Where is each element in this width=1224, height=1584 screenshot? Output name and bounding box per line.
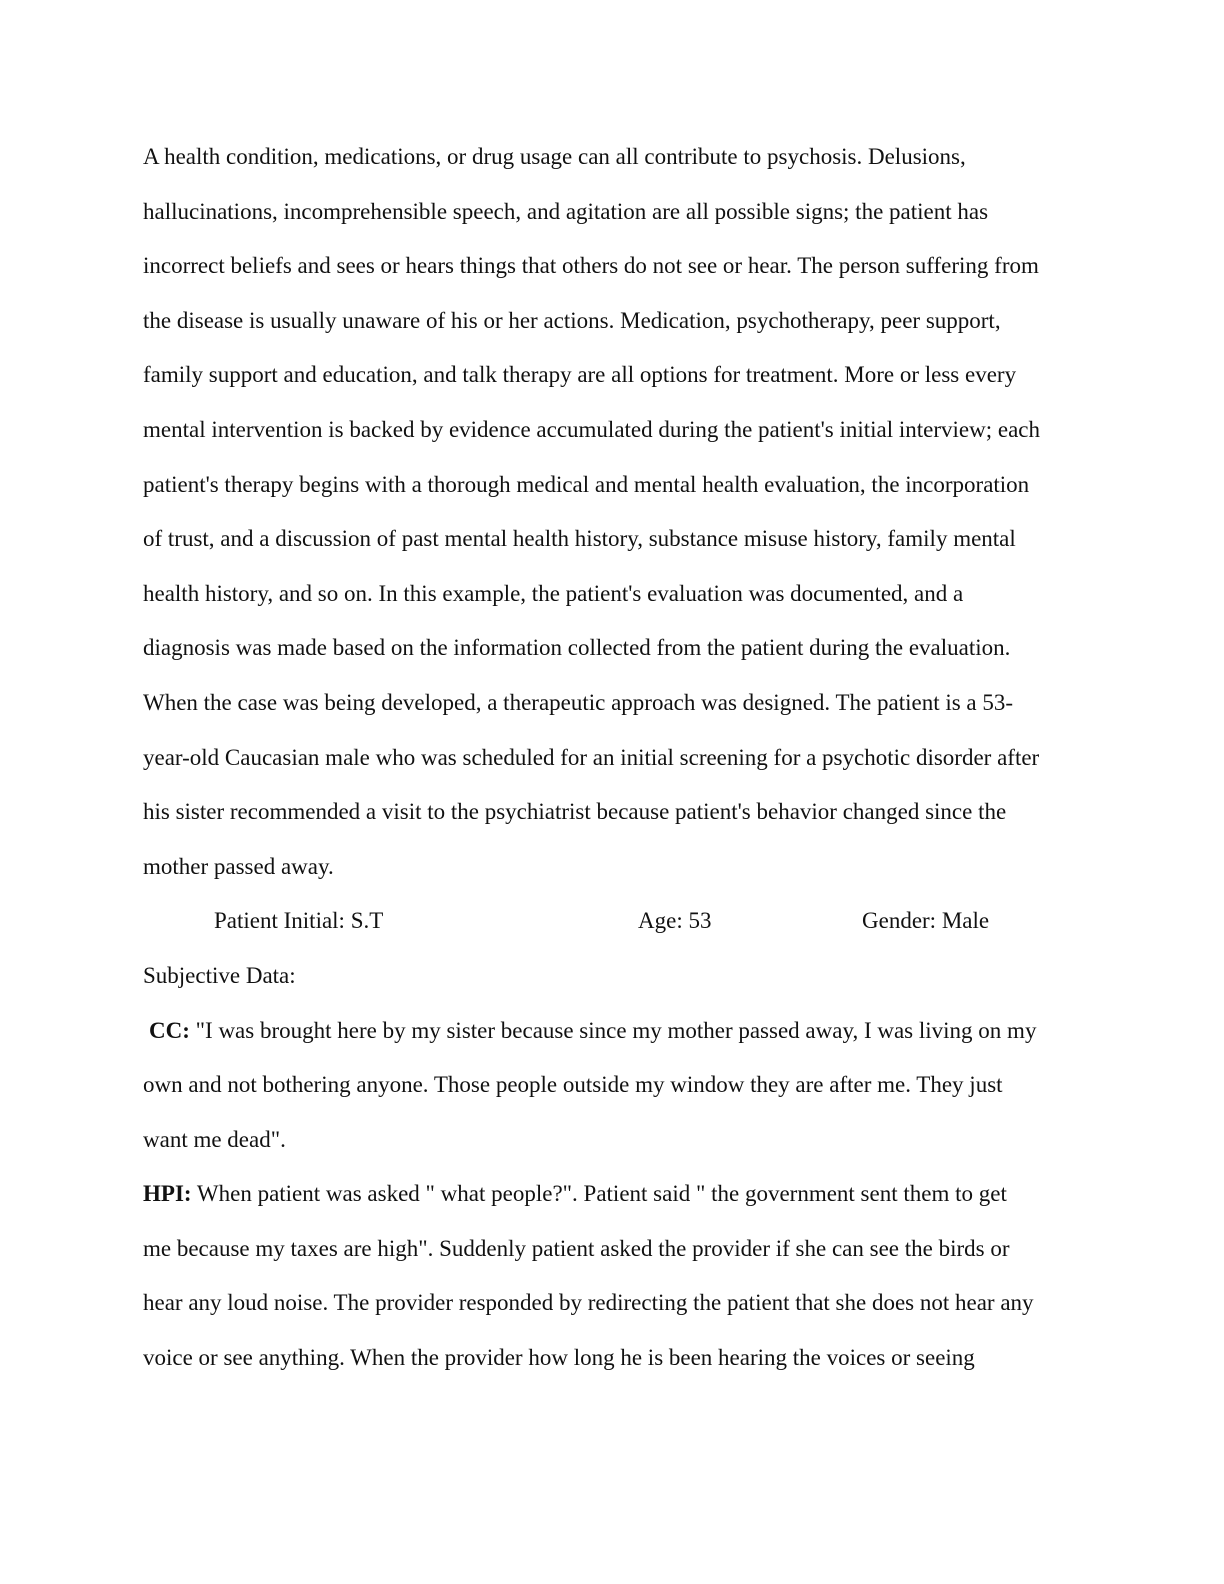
intro-line: hallucinations, incomprehensible speech, and agitation are all possible signs; the patient has [143, 198, 989, 224]
hpi-section [143, 1167, 1083, 1385]
cc-text-1: "I was brought here by my sister because since my mother passed away, I was living on my [189, 1017, 1037, 1043]
patient-initial: Patient Initial: S.T [214, 908, 384, 934]
intro-line: year-old Caucasian male who was scheduled for an initial screening for a psychotic disorder after [143, 744, 1040, 770]
intro-line: incorrect beliefs and sees or hears things that others do not see or hear. The person suffering from [143, 253, 1039, 279]
cc-label: CC: [149, 1017, 190, 1043]
patient-age: Age: 53 [638, 908, 712, 934]
intro-line: family support and education, and talk therapy are all options for treatment. More or less every [143, 362, 1017, 388]
hpi-line-2: me because my taxes are high". Suddenly patient asked the provider if she can see the birds or [143, 1235, 1010, 1261]
cc-line-3: want me dead". [143, 1126, 286, 1152]
intro-paragraph [143, 130, 1083, 894]
cc-line-2: own and not bothering anyone. Those people outside my window they are after me. They just [143, 1072, 1003, 1098]
intro-line: his sister recommended a visit to the psychiatrist because patient's behavior changed since the [143, 799, 1007, 825]
intro-line: A health condition, medications, or drug usage can all contribute to psychosis. Delusions, [143, 144, 966, 169]
intro-line: of trust, and a discussion of past mental health history, substance misuse history, family mental [143, 526, 1016, 552]
hpi-line-3: hear any loud noise. The provider responded by redirecting the patient that she does not hear any [143, 1290, 1034, 1316]
hpi-label: HPI: [143, 1181, 192, 1207]
intro-line: When the case was being developed, a therapeutic approach was designed. The patient is a 53- [143, 689, 1014, 715]
chief-complaint-section [143, 1004, 1083, 1168]
patient-info-row [143, 894, 1083, 949]
intro-line: patient's therapy begins with a thorough medical and mental health evaluation, the incorporation [143, 471, 1030, 497]
intro-line: diagnosis was made based on the information collected from the patient during the evaluation. [143, 635, 1011, 661]
document-page [143, 130, 1083, 1386]
intro-line: mental intervention is backed by evidence accumulated during the patient's initial interview; each [143, 416, 1040, 442]
intro-line: the disease is usually unaware of his or her actions. Medication, psychotherapy, peer support, [143, 307, 1001, 333]
hpi-line-4: voice or see anything. When the provider how long he is been hearing the voices or seeing [143, 1345, 975, 1371]
intro-line: health history, and so on. In this example, the patient's evaluation was documented, and a [143, 580, 964, 606]
hpi-text-1: When patient was asked " what people?". Patient said " the government sent them to get [191, 1181, 1007, 1207]
hpi-line-1 [143, 1167, 1083, 1222]
cc-line-1 [143, 1004, 1083, 1059]
intro-line: mother passed away. [143, 853, 334, 879]
subjective-heading: Subjective Data: [143, 962, 296, 988]
patient-gender: Gender: Male [862, 908, 990, 934]
